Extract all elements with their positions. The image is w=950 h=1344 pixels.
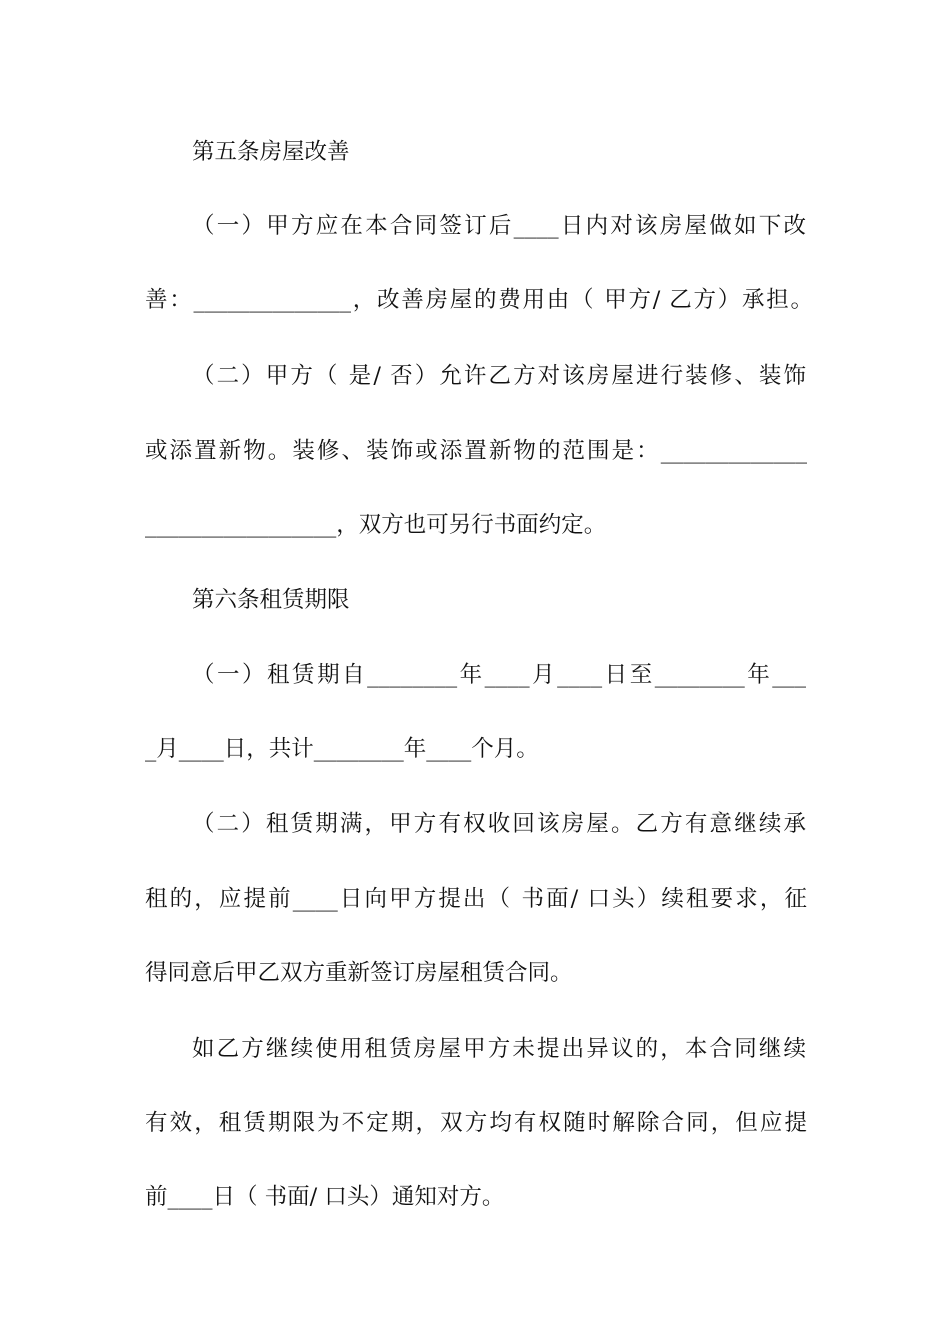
article-5-clause-2-line-3: _________________，双方也可另行书面约定。 xyxy=(145,512,607,538)
article-6-paragraph-line-1: 如乙方继续使用租赁房屋甲方未提出异议的，本合同继续 xyxy=(192,1036,806,1062)
article-6-clause-1-line-1: （一）租赁期自________年____月____日至________年___ xyxy=(192,662,806,688)
article-6-paragraph-line-3: 前____日（ 书面/ 口头）通知对方。 xyxy=(145,1184,505,1210)
article-5-clause-1-line-2: 善：______________，改善房屋的费用由（ 甲方/ 乙方）承担。 xyxy=(145,287,813,313)
article-6-clause-1-line-2: _月____日，共计________年____个月。 xyxy=(145,736,539,762)
article-6-paragraph-line-2: 有效，租赁期限为不定期，双方均有权随时解除合同，但应提 xyxy=(145,1110,807,1136)
article-5-clause-1-line-1: （一）甲方应在本合同签订后____日内对该房屋做如下改 xyxy=(192,213,806,239)
article-6-clause-2-line-3: 得同意后甲乙双方重新签订房屋租赁合同。 xyxy=(145,960,573,986)
article-6-clause-2-line-2: 租的，应提前____日向甲方提出（ 书面/ 口头）续租要求，征 xyxy=(145,886,807,912)
article-5-clause-2-line-2: 或添置新物。装修、装饰或添置新物的范围是：_____________ xyxy=(145,438,807,464)
article-5-heading: 第五条房屋改善 xyxy=(192,139,350,165)
article-6-heading: 第六条租赁期限 xyxy=(192,587,350,613)
article-5-clause-2-line-1: （二）甲方（ 是/ 否）允许乙方对该房屋进行装修、装饰 xyxy=(192,363,806,389)
article-6-clause-2-line-1: （二）租赁期满，甲方有权收回该房屋。乙方有意继续承 xyxy=(192,811,806,837)
